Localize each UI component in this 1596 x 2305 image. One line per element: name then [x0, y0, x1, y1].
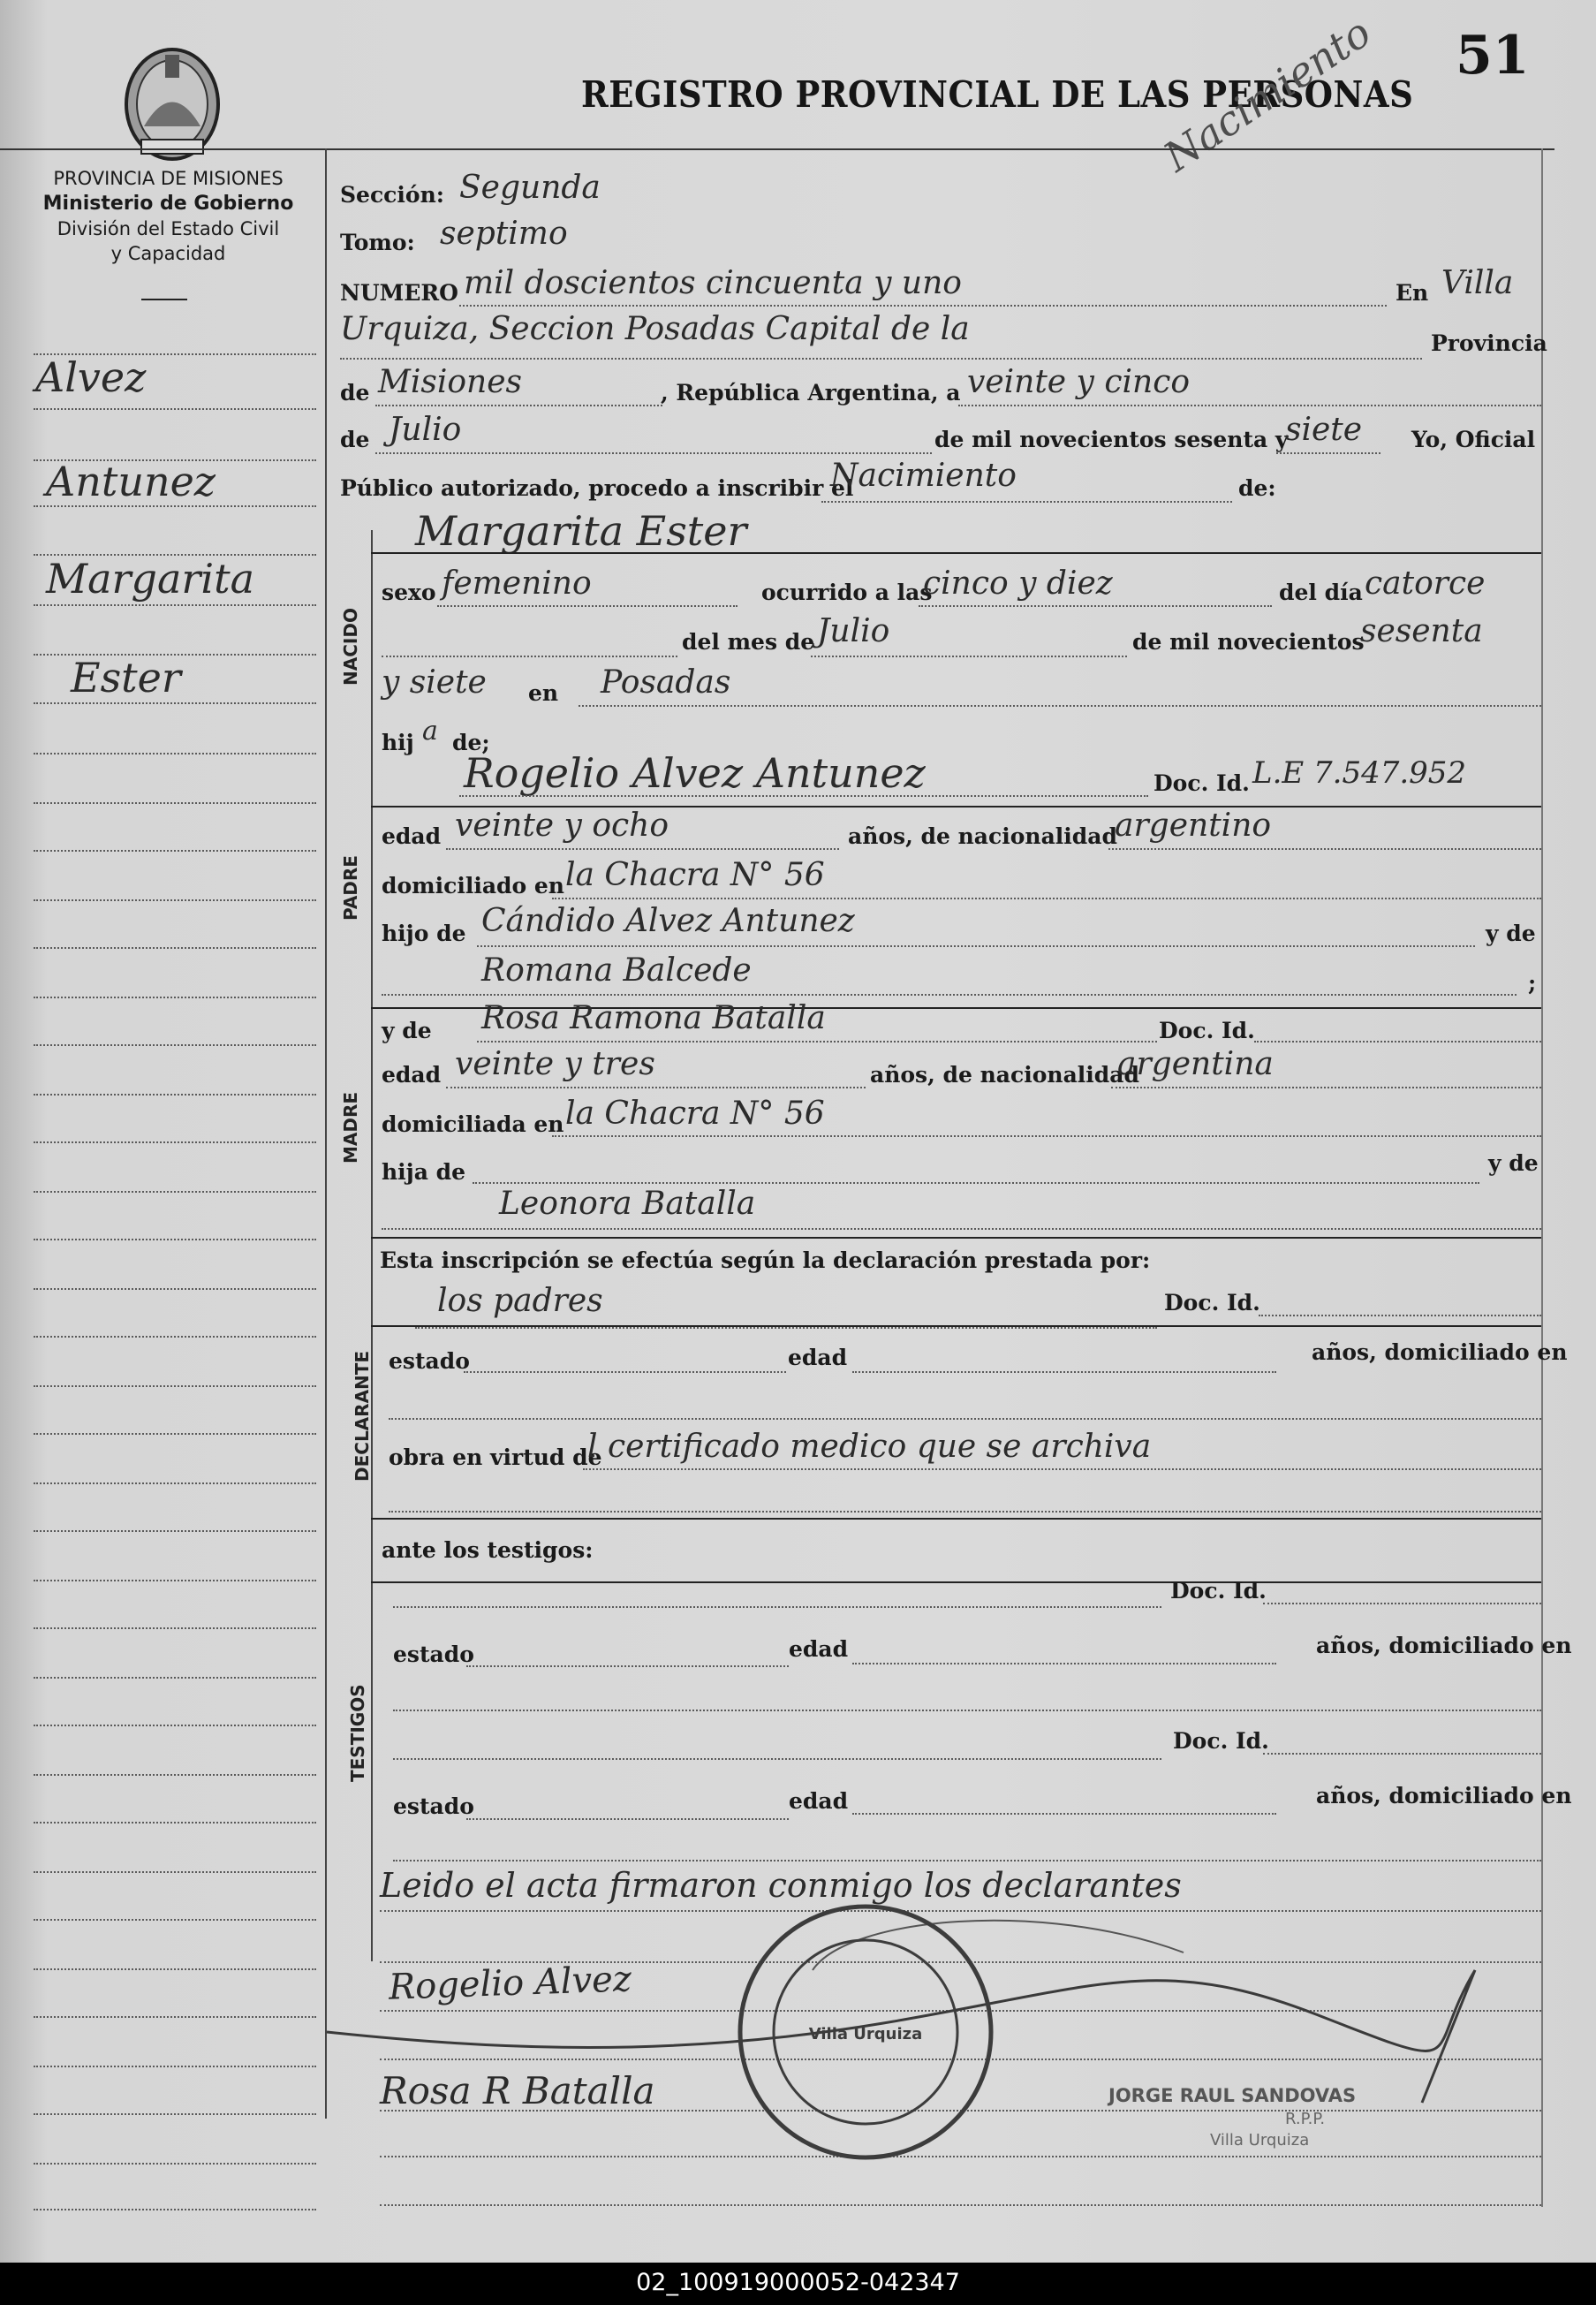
padre-hijo-label: hijo de: [382, 921, 466, 946]
firma-padre: Rogelio Alvez: [388, 1959, 632, 2008]
declarante-edad-label: edad: [788, 1345, 848, 1370]
tomo-value: septimo: [440, 216, 568, 252]
padre-edad-label: edad: [382, 823, 442, 849]
madre-hija-label: hija de: [382, 1159, 466, 1185]
padre-nombre-value: Rogelio Alvez Antunez: [464, 749, 926, 797]
obra-label: obra en virtud de: [389, 1444, 602, 1470]
de-semi-label: de;: [452, 730, 490, 755]
firma-madre: Rosa R Batalla: [380, 2069, 655, 2112]
madre-domicilio-label: domiciliada en: [382, 1111, 564, 1137]
abuela-materna-value: Leonora Batalla: [499, 1186, 756, 1222]
fecha-mes-value: Julio: [389, 412, 462, 448]
de-label-1: de: [340, 380, 370, 406]
hij-label: hij: [382, 730, 414, 755]
section-testigos: TESTIGOS: [347, 1684, 368, 1782]
madre-y-de-label: y de: [382, 1018, 432, 1043]
fecha-anio-value: siete: [1285, 412, 1363, 448]
ocurrido-label: ocurrido a las: [761, 580, 933, 605]
hora-value: cinco y diez: [923, 565, 1113, 602]
stamp-note: Nacimiento: [1155, 8, 1380, 181]
padre-doc-value: L.E 7.547.952: [1252, 755, 1467, 791]
section-nacido: NACIDO: [340, 608, 361, 686]
margin-name-2: Antunez: [46, 458, 216, 505]
declarante-doc-label: Doc. Id.: [1164, 1290, 1260, 1316]
lugar-nac-value: Posadas: [601, 664, 731, 701]
del-mes-label: del mes de: [682, 629, 815, 655]
testigo-1-edad-label: edad: [789, 1636, 849, 1662]
declaracion-label: Esta inscripción se efectúa según la declaración prestada por:: [380, 1247, 1151, 1273]
division-subname: y Capacidad: [110, 243, 226, 264]
registry-seal-icon: [733, 1899, 998, 2165]
document-code-footer: 02_100919000052-042347: [0, 2263, 1596, 2305]
nombre-value: Margarita Ester: [415, 507, 747, 555]
sexo-value: femenino: [442, 565, 592, 602]
abuela-paterna-value: Romana Balcede: [481, 952, 752, 989]
tipo-value: Nacimiento: [830, 458, 1017, 494]
de-mil-label: de mil novecientos sesenta y: [934, 427, 1289, 452]
madre-nombre-value: Rosa Ramona Batalla: [481, 1000, 826, 1036]
padre-nacionalidad-value: argentino: [1115, 808, 1272, 844]
provincia-value: Misiones: [378, 364, 523, 400]
en-lc-label: en: [528, 680, 559, 706]
division-name: División del Estado Civil: [57, 218, 280, 239]
misiones-crest-icon: [119, 42, 225, 166]
testigos-label: ante los testigos:: [382, 1537, 594, 1563]
section-madre: MADRE: [340, 1091, 361, 1164]
de-colon-label: de:: [1238, 475, 1276, 501]
padre-domicilio-value: la Chacra N° 56: [565, 857, 825, 893]
official-office: Villa Urquiza: [1210, 2131, 1310, 2150]
section-declarante: DECLARANTE: [352, 1350, 373, 1482]
madre-nac-label: años, de nacionalidad: [870, 1062, 1139, 1088]
testigo-1-doc-label: Doc. Id.: [1170, 1578, 1267, 1604]
seccion-label: Sección:: [340, 182, 444, 208]
testigo-2-doc-label: Doc. Id.: [1173, 1728, 1269, 1754]
testigo-2-edad-label: edad: [789, 1788, 849, 1814]
document-title: REGISTRO PROVINCIAL DE LAS PERSONAS: [581, 72, 1414, 117]
padre-domicilio-label: domiciliado en: [382, 873, 564, 898]
fecha-dia-value: veinte y cinco: [967, 364, 1191, 400]
svg-text:Villa Urquiza: Villa Urquiza: [808, 2025, 923, 2043]
del-dia-label: del día: [1279, 580, 1363, 605]
testigo-2-dom-label: años, domiciliado en: [1316, 1783, 1572, 1808]
madre-nacionalidad-value: argentina: [1117, 1046, 1274, 1082]
republica-label: , República Argentina, a: [661, 380, 961, 406]
madre-edad-value: veinte y tres: [455, 1046, 655, 1082]
padre-edad-value: veinte y ocho: [455, 808, 669, 844]
padre-doc-label: Doc. Id.: [1154, 770, 1250, 796]
abuelo-paterno-value: Cándido Alvez Antunez: [481, 903, 855, 939]
testigo-1-estado-label: estado: [393, 1642, 474, 1667]
semicolon-label: ;: [1528, 970, 1537, 996]
de-label-2: de: [340, 427, 370, 452]
seccion-value: Segunda: [459, 170, 601, 206]
testigo-2-estado-label: estado: [393, 1793, 474, 1819]
obra-value: l certificado medico que se archiva: [587, 1429, 1152, 1465]
page-number: 51: [1456, 25, 1530, 87]
anio-nac-2-value: y siete: [382, 664, 487, 701]
madre-y-de-label-2: y de: [1488, 1150, 1539, 1176]
madre-edad-label: edad: [382, 1062, 442, 1088]
declarante-estado-label: estado: [389, 1348, 470, 1374]
margin-name-1: Alvez: [35, 353, 147, 401]
padre-nac-label: años, de nacionalidad: [848, 823, 1117, 849]
ministry-name: Ministerio de Gobierno: [42, 193, 294, 215]
padre-y-de-label: y de: [1486, 921, 1536, 946]
anio-nac-1-value: sesenta: [1360, 613, 1483, 649]
official-role: R.P.P.: [1285, 2110, 1326, 2128]
margin-name-3: Margarita: [46, 555, 254, 603]
madre-domicilio-value: la Chacra N° 56: [565, 1096, 825, 1132]
cierre-text: Leido el acta firmaron conmigo los declarantes: [380, 1866, 1182, 1905]
margin-name-4: Ester: [71, 654, 181, 701]
numero-value: mil doscientos cincuenta y uno: [464, 265, 962, 301]
yo-oficial-label: Yo, Oficial: [1411, 427, 1536, 452]
official-name: JORGE RAUL SANDOVAS: [1108, 2085, 1357, 2106]
lugar-1-value: Villa: [1441, 265, 1514, 301]
section-padre: PADRE: [340, 855, 361, 921]
ministry-header: [16, 166, 321, 266]
mes-nac-value: Julio: [817, 613, 890, 649]
province-name: PROVINCIA DE MISIONES: [53, 168, 284, 189]
publico-label: Público autorizado, procedo a inscribir el: [340, 475, 854, 501]
hij-suffix-value: a: [422, 716, 438, 747]
testigo-1-dom-label: años, domiciliado en: [1316, 1633, 1572, 1658]
dia-nac-value: catorce: [1365, 565, 1486, 602]
provincia-label: Provincia: [1431, 330, 1547, 356]
tomo-label: Tomo:: [340, 230, 415, 255]
declarante-value: los padres: [437, 1283, 603, 1319]
en-label: En: [1396, 280, 1429, 306]
lugar-2-value: Urquiza, Seccion Posadas Capital de la: [340, 311, 970, 347]
sexo-label: sexo: [382, 580, 436, 605]
madre-doc-label: Doc. Id.: [1159, 1018, 1255, 1043]
de-mil-nov-label: de mil novecientos: [1132, 629, 1365, 655]
numero-label: NUMERO: [340, 280, 458, 306]
declarante-dom-label: años, domiciliado en: [1312, 1339, 1568, 1365]
